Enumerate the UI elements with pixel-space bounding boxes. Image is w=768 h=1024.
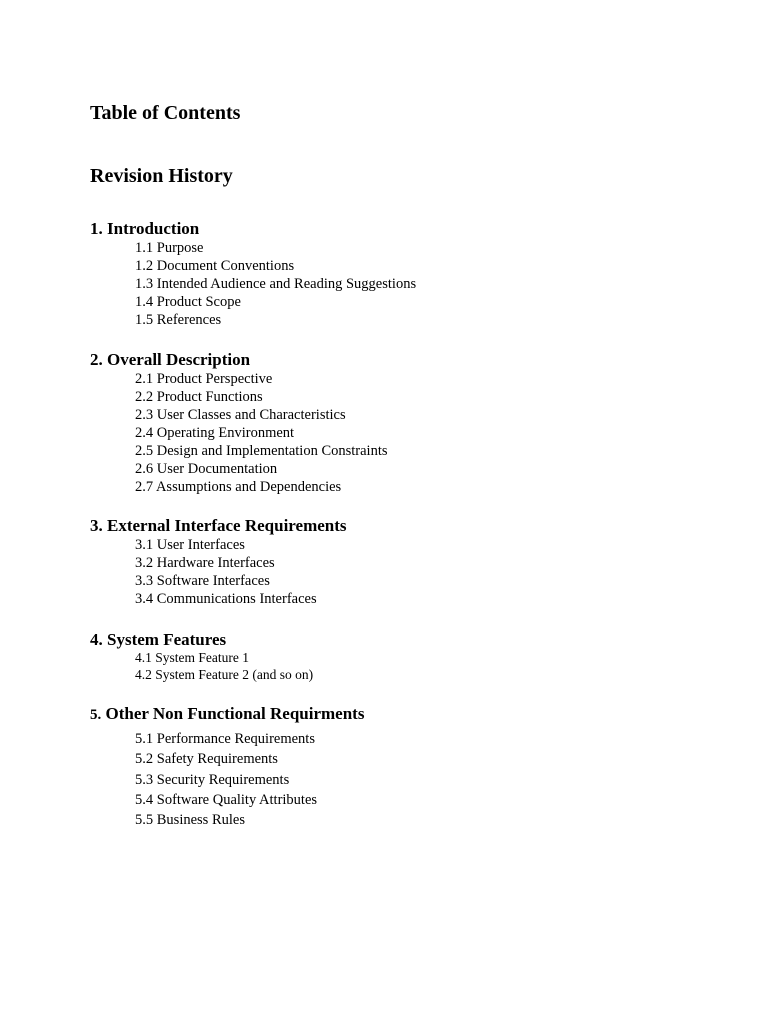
toc-item: 5.2 Safety Requirements <box>135 751 278 768</box>
toc-item: 5.4 Software Quality Attributes <box>135 791 318 808</box>
toc-item: 5.5 Business Rules <box>135 812 245 829</box>
toc-item: 2.3 User Classes and Characteristics <box>135 407 346 423</box>
toc-item: 3.3 Software Interfaces <box>135 573 270 589</box>
section-number: 5. <box>90 707 102 723</box>
toc-item: 5.3 Security Requirements <box>135 771 290 788</box>
section-heading: 3. External Interface Requirements <box>90 516 347 535</box>
toc-item: 3.1 User Interfaces <box>135 537 245 553</box>
toc-item: 4.2 System Feature 2 (and so on) <box>135 666 314 682</box>
section-heading: 1. Introduction <box>90 219 200 238</box>
toc-item: 2.5 Design and Implementation Constraints <box>135 443 388 459</box>
toc-section-introduction <box>90 219 690 329</box>
section-heading: 2. Overall Description <box>90 350 251 369</box>
toc-item-list <box>90 650 690 683</box>
toc-item: 3.2 Hardware Interfaces <box>135 555 275 571</box>
section-heading <box>90 704 690 725</box>
section-title: Other Non Functional Requirments <box>101 704 365 723</box>
toc-item-list <box>90 239 690 329</box>
toc-item: 1.5 References <box>135 312 222 328</box>
toc-item: 4.1 System Feature 1 <box>135 650 249 665</box>
toc-item-list <box>90 729 690 830</box>
toc-item: 2.1 Product Perspective <box>135 371 273 387</box>
toc-item: 2.2 Product Functions <box>135 389 263 405</box>
toc-item: 2.4 Operating Environment <box>135 425 295 441</box>
toc-item: 1.4 Product Scope <box>135 294 241 310</box>
toc-item: 1.2 Document Conventions <box>135 258 295 274</box>
toc-section-system-features <box>90 630 690 683</box>
toc-item: 1.3 Intended Audience and Reading Suggestions <box>135 276 417 292</box>
toc-section-external-interface-requirements <box>90 516 690 608</box>
toc-item: 2.6 User Documentation <box>135 461 278 477</box>
section-heading: 4. System Features <box>90 630 227 649</box>
toc-item-list <box>90 536 690 608</box>
toc-section-non-functional-requirements <box>90 704 690 830</box>
toc-title: Table of Contents <box>90 102 241 124</box>
toc-item: 3.4 Communications Interfaces <box>135 591 317 607</box>
toc-item-list <box>90 370 690 496</box>
revision-history-heading: Revision History <box>90 165 233 187</box>
toc-item: 5.1 Performance Requirements <box>135 731 315 747</box>
toc-section-overall-description <box>90 350 690 496</box>
toc-item: 2.7 Assumptions and Dependencies <box>135 479 342 495</box>
toc-item: 1.1 Purpose <box>135 240 204 256</box>
